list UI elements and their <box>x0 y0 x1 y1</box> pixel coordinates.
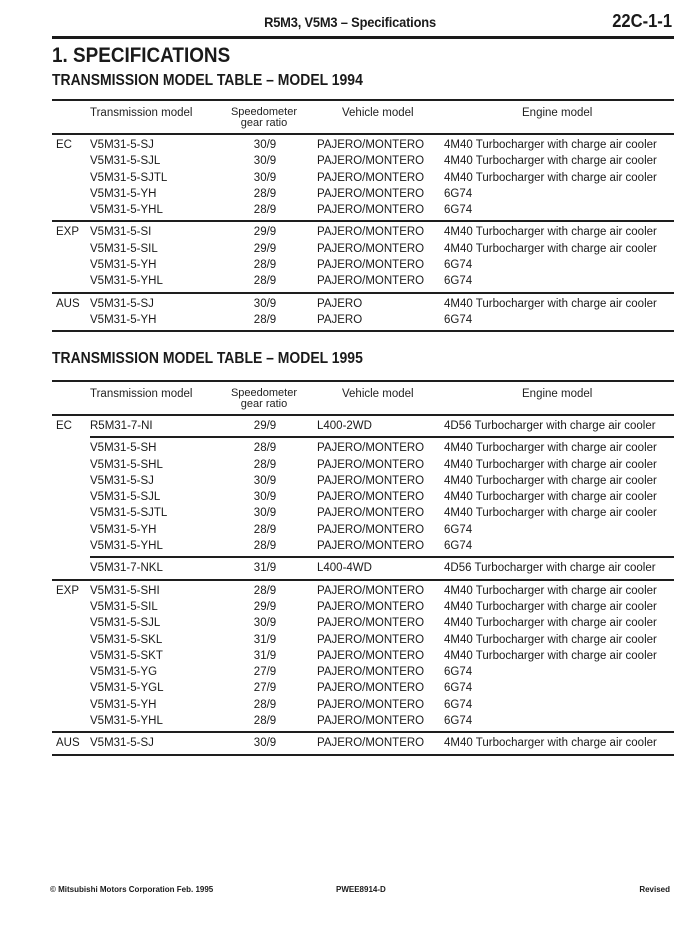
gear-ratio-cell: 28/9 <box>253 313 277 326</box>
table-row <box>52 241 674 257</box>
transmission-model-cell: V5M31-5-SJTL <box>90 171 168 184</box>
gear-ratio-cell: 29/9 <box>253 420 277 432</box>
vehicle-model-cell: PAJERO/MONTERO <box>317 458 425 471</box>
vehicle-model-cell: PAJERO/MONTERO <box>317 491 425 504</box>
column-header-gear-ratio-line1: Speedometer <box>230 387 298 399</box>
engine-model-cell: 4M40 Turbocharger with charge air cooler <box>444 139 657 151</box>
gear-ratio-cell: 30/9 <box>253 155 277 168</box>
column-header-vehicle-model: Vehicle model <box>342 107 414 119</box>
transmission-model-cell: V5M31-5-SKT <box>90 649 163 662</box>
gear-ratio-cell: 29/9 <box>253 600 277 613</box>
region-label: EXP <box>56 584 80 597</box>
gear-ratio-cell: 30/9 <box>253 474 277 487</box>
engine-model-cell: 4M40 Turbocharger with charge air cooler <box>444 649 657 662</box>
vehicle-model-cell: PAJERO/MONTERO <box>317 698 425 711</box>
gear-ratio-cell: 30/9 <box>253 297 277 310</box>
gear-ratio-cell: 30/9 <box>253 507 277 520</box>
region-group-ec <box>52 558 674 578</box>
gear-ratio-cell: 31/9 <box>253 649 277 662</box>
transmission-model-cell: V5M31-5-YH <box>90 313 157 326</box>
gear-ratio-cell: 27/9 <box>253 682 277 695</box>
table-1995 <box>52 380 674 756</box>
transmission-model-cell: V5M31-7-NKL <box>90 562 163 575</box>
engine-model-cell: 6G74 <box>444 682 473 695</box>
transmission-model-cell: V5M31-5-YH <box>90 698 157 711</box>
region-group-exp <box>52 222 674 291</box>
gear-ratio-cell: 30/9 <box>253 171 277 184</box>
column-header-vehicle-model: Vehicle model <box>342 388 414 400</box>
engine-model-cell: 4M40 Turbocharger with charge air cooler <box>444 171 657 184</box>
table-row <box>52 489 674 505</box>
gear-ratio-cell: 28/9 <box>253 204 277 217</box>
engine-model-cell: 6G74 <box>444 313 473 326</box>
gear-ratio-cell: 30/9 <box>253 737 277 750</box>
vehicle-model-cell: PAJERO/MONTERO <box>317 204 425 217</box>
gear-ratio-cell: 31/9 <box>253 562 277 575</box>
vehicle-model-cell: PAJERO/MONTERO <box>317 139 425 151</box>
transmission-model-cell: V5M31-5-YHL <box>90 540 163 553</box>
transmission-model-cell: V5M31-5-SIL <box>90 242 158 255</box>
footer-status: Revised <box>639 885 670 894</box>
gear-ratio-cell: 29/9 <box>253 226 277 239</box>
engine-model-cell: 4M40 Turbocharger with charge air cooler <box>444 242 657 255</box>
transmission-model-cell: V5M31-5-SI <box>90 226 152 239</box>
vehicle-model-cell: PAJERO <box>317 313 363 326</box>
table-row <box>52 224 674 240</box>
gear-ratio-cell: 30/9 <box>253 139 277 151</box>
engine-model-cell: 4M40 Turbocharger with charge air cooler <box>444 633 657 646</box>
page-number: 22C-1-1 <box>612 11 672 31</box>
vehicle-model-cell: PAJERO/MONTERO <box>317 171 425 184</box>
transmission-model-cell: V5M31-5-YHL <box>90 275 163 288</box>
region-group-ec <box>52 416 674 436</box>
engine-model-cell: 4M40 Turbocharger with charge air cooler <box>444 297 657 310</box>
transmission-model-cell: V5M31-5-YHL <box>90 204 163 217</box>
table-row <box>52 202 674 218</box>
column-header-engine-model: Engine model <box>522 388 593 400</box>
column-header-gear-ratio-line2: gear ratio <box>240 117 288 129</box>
gear-ratio-cell: 28/9 <box>253 584 277 597</box>
table-header-row <box>52 101 674 133</box>
vehicle-model-cell: PAJERO/MONTERO <box>317 226 425 239</box>
table-bottom-rule <box>52 330 674 332</box>
footer-copyright: © Mitsubishi Motors Corporation Feb. 1995 <box>50 885 214 894</box>
transmission-model-cell: V5M31-5-SHI <box>90 584 160 597</box>
page-header-title: R5M3, V5M3 – Specifications <box>264 14 436 30</box>
column-header-gear-ratio <box>222 388 306 410</box>
table-row <box>52 560 674 576</box>
engine-model-cell: 6G74 <box>444 715 473 728</box>
transmission-model-cell: V5M31-5-YH <box>90 187 157 200</box>
table-row <box>52 522 674 538</box>
transmission-model-cell: V5M31-5-SJTL <box>90 507 168 520</box>
table-bottom-rule <box>52 754 674 756</box>
transmission-model-cell: V5M31-5-YHL <box>90 715 163 728</box>
table-row <box>52 615 674 631</box>
vehicle-model-cell: PAJERO/MONTERO <box>317 507 425 520</box>
vehicle-model-cell: PAJERO/MONTERO <box>317 617 425 630</box>
vehicle-model-cell: PAJERO/MONTERO <box>317 242 425 255</box>
gear-ratio-cell: 28/9 <box>253 259 277 272</box>
engine-model-cell: 6G74 <box>444 259 473 272</box>
engine-model-cell: 4D56 Turbocharger with charge air cooler <box>444 562 656 575</box>
region-group-aus <box>52 733 674 753</box>
column-header-transmission-model: Transmission model <box>90 388 193 400</box>
table-row <box>52 713 674 729</box>
table-row <box>52 648 674 664</box>
gear-ratio-cell: 28/9 <box>253 442 277 455</box>
transmission-model-cell: R5M31-7-NI <box>90 420 153 432</box>
table-row <box>52 664 674 680</box>
gear-ratio-cell: 28/9 <box>253 187 277 200</box>
transmission-model-cell: V5M31-5-SIL <box>90 600 158 613</box>
vehicle-model-cell: PAJERO/MONTERO <box>317 259 425 272</box>
table-row <box>52 632 674 648</box>
gear-ratio-cell: 28/9 <box>253 523 277 536</box>
table-row <box>52 257 674 273</box>
vehicle-model-cell: PAJERO/MONTERO <box>317 155 425 168</box>
gear-ratio-cell: 30/9 <box>253 617 277 630</box>
column-header-gear-ratio-line2: gear ratio <box>240 398 288 410</box>
region-group-ec <box>52 438 674 556</box>
region-group-aus <box>52 294 674 331</box>
column-header-gear-ratio-line1: Speedometer <box>230 106 298 118</box>
transmission-model-cell: V5M31-5-SHL <box>90 458 163 471</box>
column-header-transmission-model: Transmission model <box>90 107 193 119</box>
table-1995-title: TRANSMISSION MODEL TABLE – MODEL 1995 <box>52 350 363 367</box>
vehicle-model-cell: L400-4WD <box>317 562 372 575</box>
vehicle-model-cell: PAJERO/MONTERO <box>317 187 425 200</box>
vehicle-model-cell: PAJERO/MONTERO <box>317 442 425 455</box>
transmission-model-cell: V5M31-5-YH <box>90 259 157 272</box>
engine-model-cell: 4M40 Turbocharger with charge air cooler <box>444 491 657 504</box>
region-label: AUS <box>56 737 80 750</box>
header-rule <box>52 36 674 39</box>
vehicle-model-cell: PAJERO/MONTERO <box>317 584 425 597</box>
gear-ratio-cell: 28/9 <box>253 275 277 288</box>
transmission-model-cell: V5M31-5-SJ <box>90 297 154 310</box>
table-row <box>52 153 674 169</box>
column-header-engine-model: Engine model <box>522 107 593 119</box>
engine-model-cell: 6G74 <box>444 187 473 200</box>
engine-model-cell: 4M40 Turbocharger with charge air cooler <box>444 226 657 239</box>
table-row <box>52 735 674 751</box>
vehicle-model-cell: PAJERO/MONTERO <box>317 737 425 750</box>
table-row <box>52 680 674 696</box>
gear-ratio-cell: 28/9 <box>253 715 277 728</box>
footer-doc-code: PWEE8914-D <box>336 885 386 894</box>
table-row <box>52 186 674 202</box>
table-row <box>52 697 674 713</box>
engine-model-cell: 4M40 Turbocharger with charge air cooler <box>444 155 657 168</box>
gear-ratio-cell: 31/9 <box>253 633 277 646</box>
table-row <box>52 457 674 473</box>
engine-model-cell: 4M40 Turbocharger with charge air cooler <box>444 617 657 630</box>
transmission-model-cell: V5M31-5-SH <box>90 442 157 455</box>
vehicle-model-cell: PAJERO <box>317 297 363 310</box>
vehicle-model-cell: L400-2WD <box>317 420 372 432</box>
engine-model-cell: 4M40 Turbocharger with charge air cooler <box>444 737 657 750</box>
transmission-model-cell: V5M31-5-SJ <box>90 474 154 487</box>
gear-ratio-cell: 28/9 <box>253 458 277 471</box>
engine-model-cell: 4M40 Turbocharger with charge air cooler <box>444 600 657 613</box>
transmission-model-cell: V5M31-5-YG <box>90 666 158 679</box>
table-1994 <box>52 99 674 332</box>
vehicle-model-cell: PAJERO/MONTERO <box>317 540 425 553</box>
table-header-row <box>52 382 674 414</box>
table-row <box>52 473 674 489</box>
transmission-model-cell: V5M31-5-SJ <box>90 737 154 750</box>
engine-model-cell: 6G74 <box>444 275 473 288</box>
region-group-exp <box>52 581 674 732</box>
table-1994-title: TRANSMISSION MODEL TABLE – MODEL 1994 <box>52 72 363 89</box>
engine-model-cell: 4M40 Turbocharger with charge air cooler <box>444 507 657 520</box>
engine-model-cell: 6G74 <box>444 540 473 553</box>
gear-ratio-cell: 27/9 <box>253 666 277 679</box>
engine-model-cell: 4M40 Turbocharger with charge air cooler <box>444 458 657 471</box>
engine-model-cell: 6G74 <box>444 523 473 536</box>
transmission-model-cell: V5M31-5-YH <box>90 523 157 536</box>
engine-model-cell: 4D56 Turbocharger with charge air cooler <box>444 420 656 432</box>
table-row <box>52 418 674 434</box>
vehicle-model-cell: PAJERO/MONTERO <box>317 600 425 613</box>
vehicle-model-cell: PAJERO/MONTERO <box>317 275 425 288</box>
section-title: 1. SPECIFICATIONS <box>52 44 231 67</box>
vehicle-model-cell: PAJERO/MONTERO <box>317 666 425 679</box>
transmission-model-cell: V5M31-5-SJL <box>90 491 161 504</box>
engine-model-cell: 6G74 <box>444 698 473 711</box>
engine-model-cell: 6G74 <box>444 666 473 679</box>
table-row <box>52 273 674 289</box>
region-label: EC <box>56 139 72 151</box>
table-row <box>52 440 674 456</box>
vehicle-model-cell: PAJERO/MONTERO <box>317 649 425 662</box>
engine-model-cell: 4M40 Turbocharger with charge air cooler <box>444 474 657 487</box>
region-label: EC <box>56 420 72 432</box>
transmission-model-cell: V5M31-5-SJL <box>90 617 161 630</box>
transmission-model-cell: V5M31-5-SJ <box>90 139 154 151</box>
vehicle-model-cell: PAJERO/MONTERO <box>317 474 425 487</box>
vehicle-model-cell: PAJERO/MONTERO <box>317 715 425 728</box>
table-row <box>52 137 674 153</box>
transmission-model-cell: V5M31-5-SKL <box>90 633 163 646</box>
gear-ratio-cell: 28/9 <box>253 540 277 553</box>
table-row <box>52 312 674 328</box>
engine-model-cell: 4M40 Turbocharger with charge air cooler <box>444 442 657 455</box>
column-header-gear-ratio <box>222 107 306 129</box>
table-row <box>52 505 674 521</box>
engine-model-cell: 4M40 Turbocharger with charge air cooler <box>444 584 657 597</box>
gear-ratio-cell: 29/9 <box>253 242 277 255</box>
table-row <box>52 599 674 615</box>
gear-ratio-cell: 28/9 <box>253 698 277 711</box>
region-label: AUS <box>56 297 80 310</box>
transmission-model-cell: V5M31-5-SJL <box>90 155 161 168</box>
table-row <box>52 538 674 554</box>
gear-ratio-cell: 30/9 <box>253 491 277 504</box>
table-row <box>52 170 674 186</box>
vehicle-model-cell: PAJERO/MONTERO <box>317 633 425 646</box>
region-label: EXP <box>56 226 80 239</box>
table-row <box>52 296 674 312</box>
region-group-ec <box>52 135 674 220</box>
vehicle-model-cell: PAJERO/MONTERO <box>317 682 425 695</box>
table-row <box>52 583 674 599</box>
engine-model-cell: 6G74 <box>444 204 473 217</box>
transmission-model-cell: V5M31-5-YGL <box>90 682 164 695</box>
vehicle-model-cell: PAJERO/MONTERO <box>317 523 425 536</box>
